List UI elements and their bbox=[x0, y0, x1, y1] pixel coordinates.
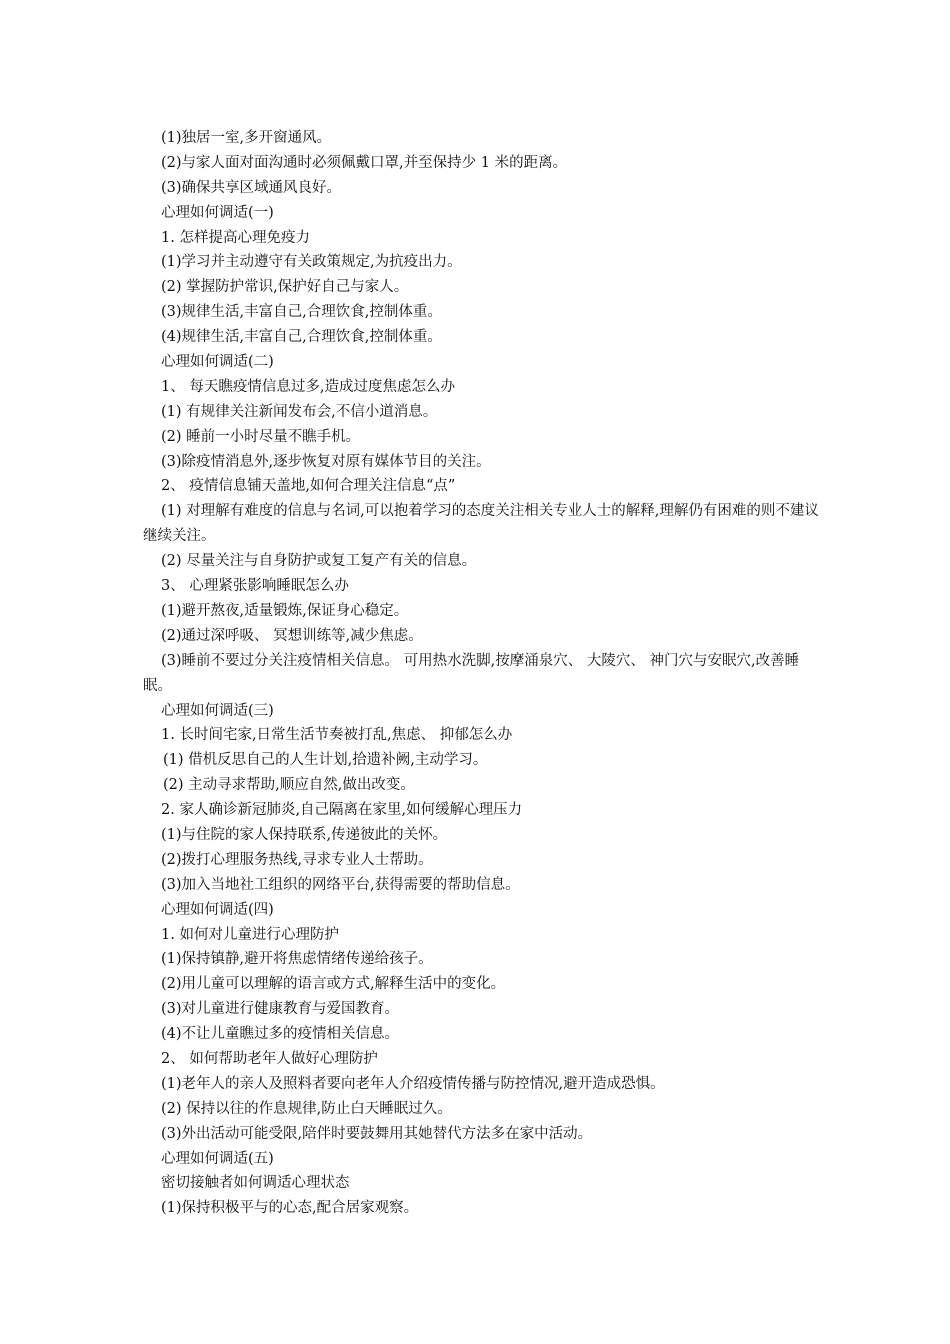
text-line: (1)学习并主动遵守有关政策规定,为抗疫出力。 bbox=[161, 254, 462, 271]
text-line: (1)与住院的家人保持联系,传递彼此的关怀。 bbox=[161, 827, 448, 843]
text-line: (1) 对理解有难度的信息与名词,可以抱着学习的态度关注相关专业人士的解释,理解仍有困难的则不建议继续关注。 bbox=[143, 503, 819, 545]
subsection-heading: 2、 疫情信息铺天盖地,如何合理关注信息“点” bbox=[161, 478, 456, 495]
text-line: (1)保持镇静,避开将焦虑情绪传递给孩子。 bbox=[161, 951, 433, 968]
subsection-heading: 密切接触者如何调适心理状态 bbox=[161, 1175, 350, 1192]
text-line: (4)不让儿童瞧过多的疫情相关信息。 bbox=[161, 1026, 400, 1043]
text-paragraph bbox=[143, 499, 823, 549]
text-line: (1) 有规律关注新闻发布会,不信小道消息。 bbox=[161, 403, 438, 420]
text-line: (1)保持积极平与的心态,配合居家观察。 bbox=[161, 1200, 419, 1217]
subsection-heading: 1. 长时间宅家,日常生活节奏被打乱,焦虑、 抑郁怎么办 bbox=[161, 727, 513, 744]
text-line: (2)通过深呼吸、 冥想训练等,减少焦虑。 bbox=[161, 627, 423, 644]
text-line: (3)除疫情消息外,逐步恢复对原有媒体节目的关注。 bbox=[161, 453, 491, 470]
subsection-heading: 2、 如何帮助老年人做好心理防护 bbox=[161, 1051, 378, 1068]
subsection-heading: 1. 如何对儿童进行心理防护 bbox=[161, 926, 339, 943]
text-line: (3)外出活动可能受限,陪伴时要鼓舞用其她替代方法多在家中活动。 bbox=[161, 1125, 593, 1142]
text-line: (4)规律生活,丰富自己,合理饮食,控制体重。 bbox=[161, 329, 442, 346]
text-line: (3)加入当地社工组织的网络平台,获得需要的帮助信息。 bbox=[161, 876, 520, 893]
text-line: (2)与家人面对面沟通时必须佩戴口罩,并至保持少 1 米的距离。 bbox=[161, 154, 568, 171]
subsection-heading: 1、 每天瞧疫情信息过多,造成过度焦虑怎么办 bbox=[161, 378, 455, 395]
text-line: (2) 睡前一小时尽量不瞧手机。 bbox=[161, 428, 361, 445]
text-line: (2) 主动寻求帮助,顺应自然,做出改变。 bbox=[163, 777, 415, 794]
text-line: (3)规律生活,丰富自己,合理饮食,控制体重。 bbox=[161, 304, 442, 321]
section-heading: 心理如何调适(一) bbox=[161, 204, 274, 221]
text-line: (1) 借机反思自己的人生计划,拾遗补阙,主动学习。 bbox=[163, 752, 488, 769]
text-paragraph bbox=[143, 649, 823, 699]
text-line: (2)用儿童可以理解的语言或方式,解释生活中的变化。 bbox=[161, 976, 506, 993]
text-line: (2)拨打心理服务热线,寻求专业人士帮助。 bbox=[161, 851, 433, 868]
text-line: (2) 保持以往的作息规律,防止白天睡眠过久。 bbox=[161, 1100, 452, 1117]
text-line: (1)避开熬夜,适量锻炼,保证身心稳定。 bbox=[161, 602, 409, 619]
subsection-heading: 1. 怎样提高心理免疫力 bbox=[161, 229, 310, 246]
text-line: (2) 掌握防护常识,保护好自己与家人。 bbox=[161, 279, 409, 296]
text-line: (1)独居一室,多开窗通风。 bbox=[161, 130, 332, 146]
section-heading: 心理如何调适(五) bbox=[161, 1150, 274, 1167]
section-heading: 心理如何调适(二) bbox=[161, 354, 274, 371]
text-line: (3)确保共享区域通风良好。 bbox=[161, 179, 342, 196]
subsection-heading: 2. 家人确诊新冠肺炎,自己隔离在家里,如何缓解心理压力 bbox=[161, 802, 523, 819]
text-line: (3)睡前不要过分关注疫情相关信息。 可用热水洗脚,按摩涌泉穴、 大陵穴、 神门穴与安眠穴,改善睡眠。 bbox=[143, 652, 800, 694]
subsection-heading: 3、 心理紧张影响睡眠怎么办 bbox=[161, 578, 349, 595]
section-heading: 心理如何调适(四) bbox=[161, 901, 274, 918]
text-line: (2) 尽量关注与自身防护或复工复产有关的信息。 bbox=[161, 553, 477, 570]
section-heading: 心理如何调适(三) bbox=[161, 702, 274, 719]
text-line: (3)对儿童进行健康教育与爱国教育。 bbox=[161, 1001, 400, 1018]
text-line: (1)老年人的亲人及照料者要向老年人介绍疫情传播与防控情况,避开造成恐惧。 bbox=[161, 1075, 665, 1092]
document-body bbox=[143, 126, 823, 1221]
